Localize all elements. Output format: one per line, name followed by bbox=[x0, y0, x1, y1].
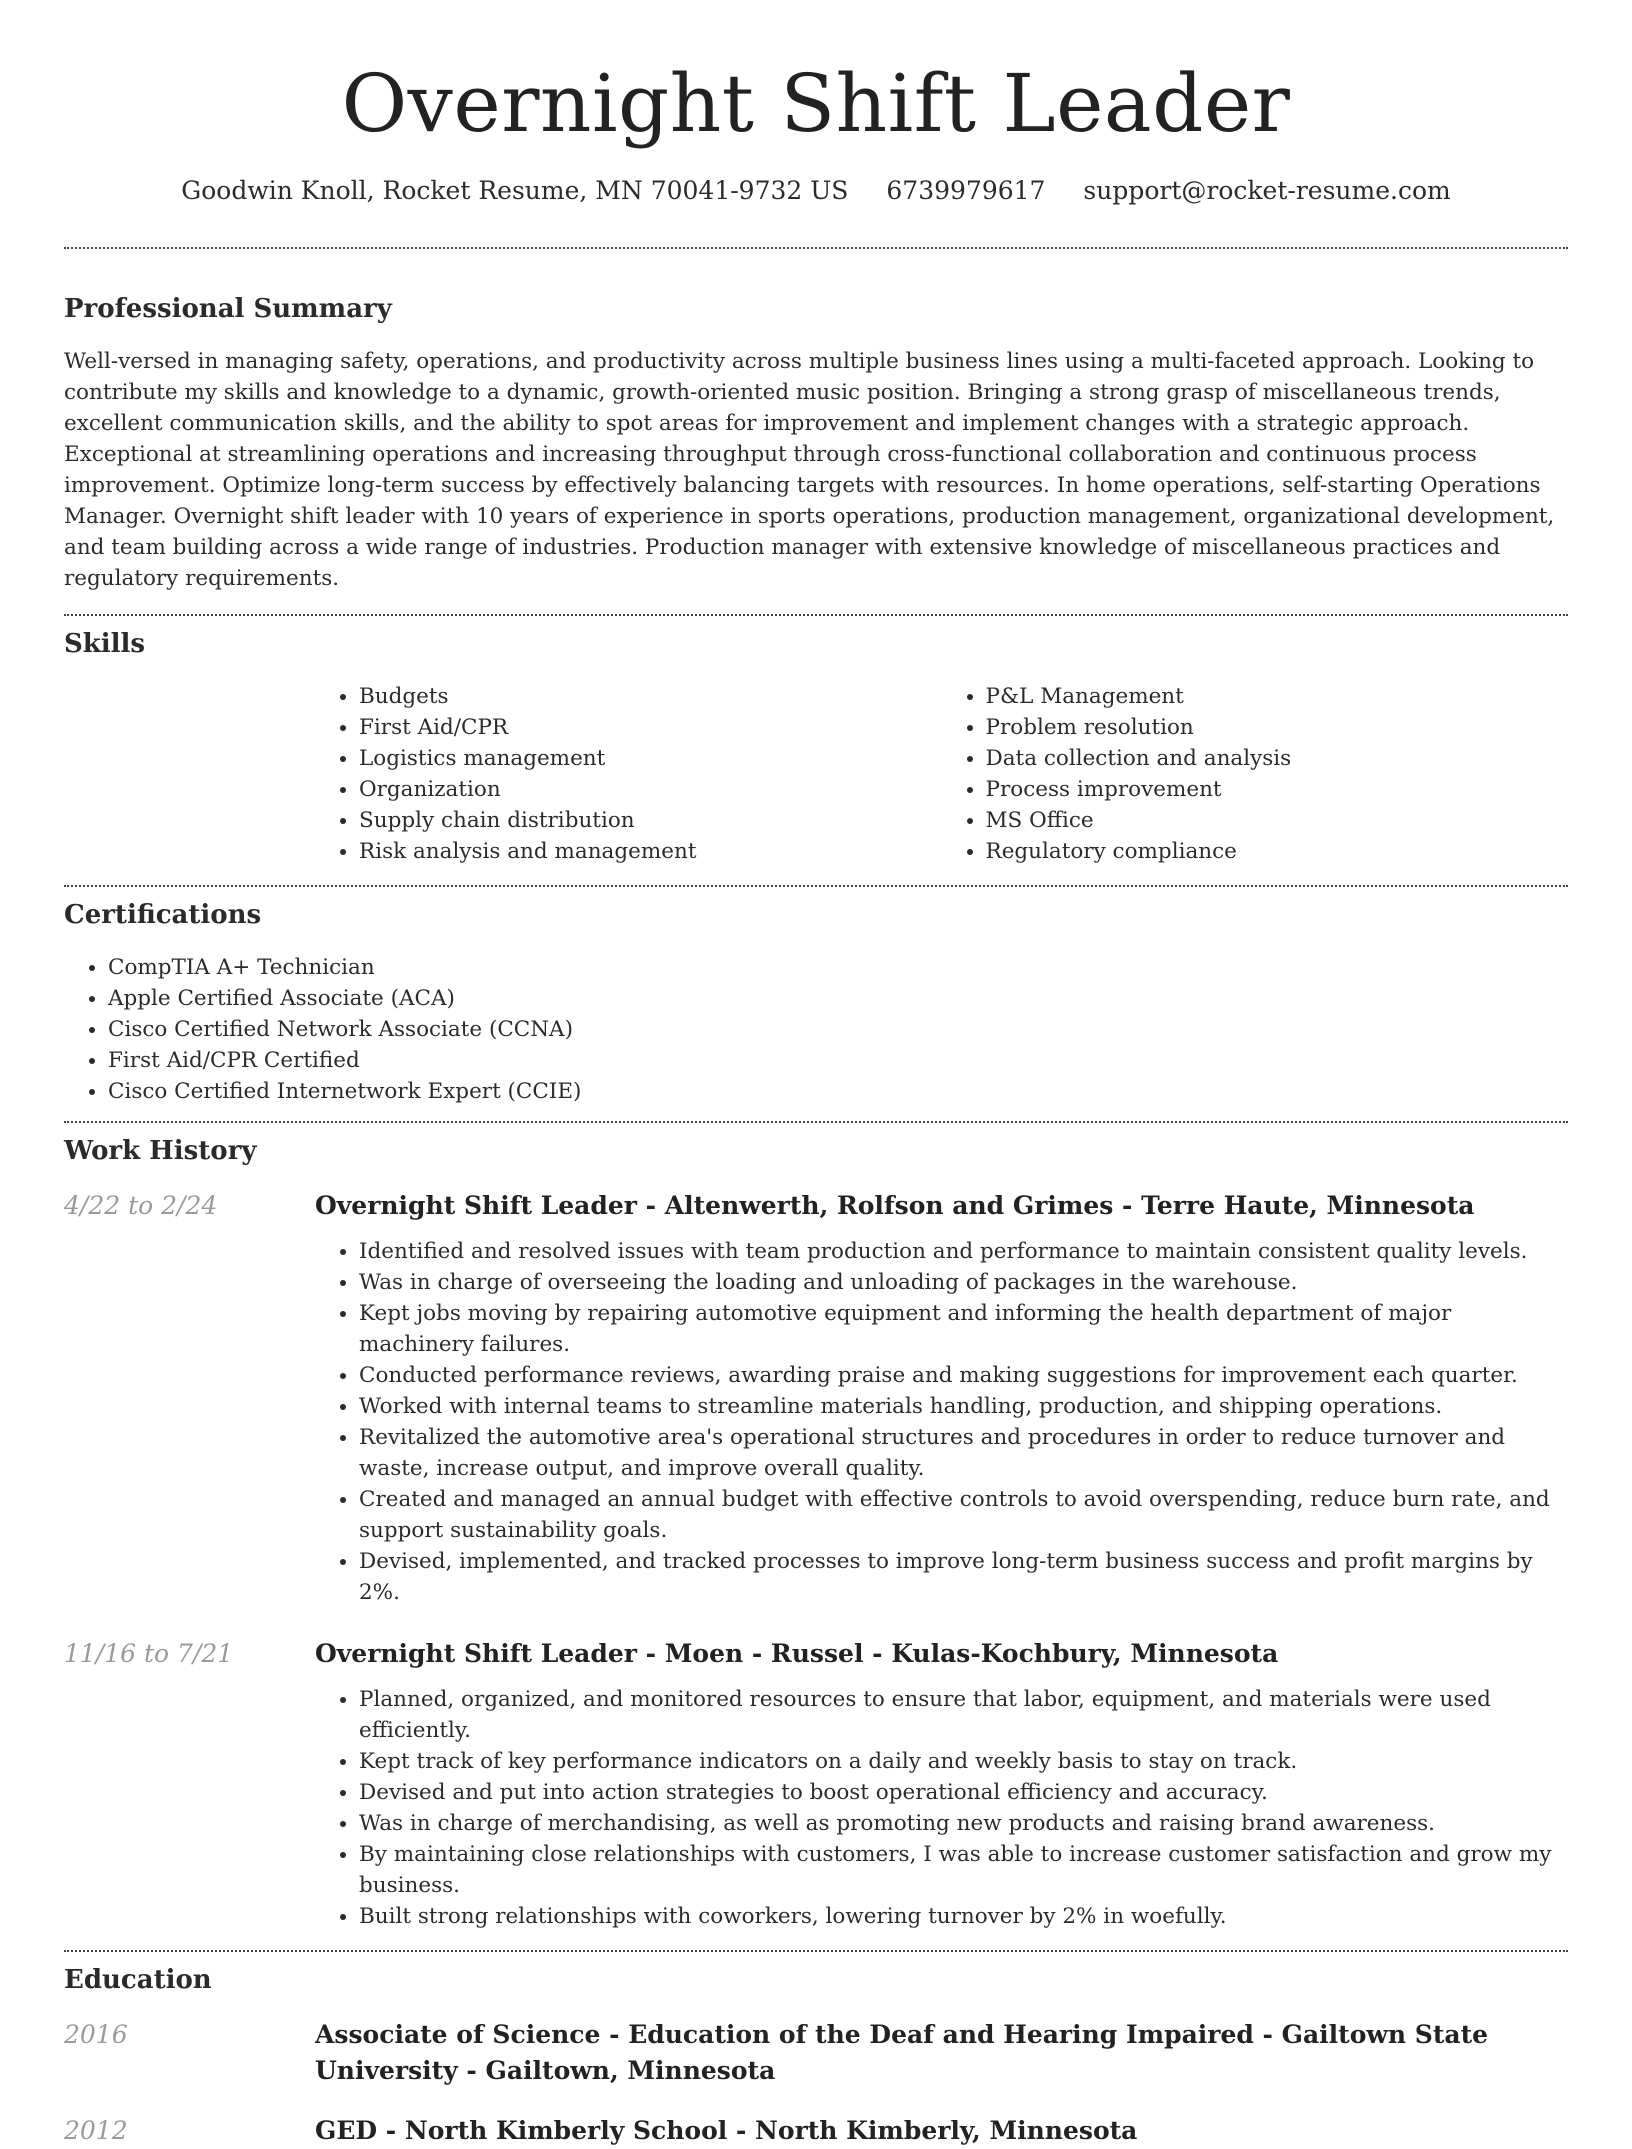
education-year: 2016 bbox=[64, 2020, 128, 2049]
job-dates: 11/16 to 7/21 bbox=[64, 1639, 234, 1668]
job-details bbox=[315, 1188, 1568, 1608]
divider bbox=[64, 247, 1568, 249]
skills-section bbox=[64, 627, 1568, 867]
divider bbox=[64, 614, 1568, 616]
job-entry bbox=[64, 1636, 1568, 1932]
contact-phone: 6739979617 bbox=[886, 176, 1046, 205]
job-bullets bbox=[315, 1684, 1568, 1932]
skill-item: • Risk analysis and management bbox=[359, 836, 942, 867]
skill-item: • Budgets bbox=[359, 681, 942, 712]
certification-item: • Cisco Certified Network Associate (CCNA) bbox=[108, 1014, 1568, 1045]
summary-section bbox=[64, 292, 1568, 594]
education-year: 2012 bbox=[64, 2116, 128, 2145]
job-details bbox=[315, 1636, 1568, 1932]
divider bbox=[64, 1950, 1568, 1952]
job-bullet: • Built strong relationships with coworkers, lowering turnover by 2% in woefully. bbox=[359, 1901, 1568, 1932]
education-details bbox=[315, 2113, 1568, 2149]
job-bullet: • Worked with internal teams to streamline materials handling, production, and shipping operations. bbox=[359, 1391, 1568, 1422]
skills-grid bbox=[315, 681, 1568, 867]
skill-item: • Problem resolution bbox=[986, 712, 1569, 743]
resume-name: Overnight Shift Leader bbox=[341, 57, 1291, 150]
skill-item: • Logistics management bbox=[359, 743, 942, 774]
job-bullets bbox=[315, 1236, 1568, 1608]
skills-list-right bbox=[942, 681, 1569, 867]
summary-text: Well-versed in managing safety, operations, and productivity across multiple business lines using a multi-faceted approach. Looking to contribute my skills and knowledge to a dynamic, growth-oriented music position. Bringing a strong grasp of miscellaneous trends, excellent communication skills, and the ability to spot areas for improvement and implement changes with a strategic approach. Exceptional at streamlining operations and increasing throughput through cross-functional collaboration and continuous process improvement. Optimize long-term success by effectively balancing targets with resources. In home operations, self-starting Operations Manager. Overnight shift leader with 10 years of experience in sports operations, production management, organizational development, and team building across a wide range of industries. Production manager with extensive knowledge of miscellaneous practices and regulatory requirements. bbox=[64, 349, 1555, 591]
skills-list-left bbox=[315, 681, 942, 867]
job-bullet: • Conducted performance reviews, awarding praise and making suggestions for improvement each quarter. bbox=[359, 1360, 1568, 1391]
job-bullet: • By maintaining close relationships with customers, I was able to increase customer satisfaction and grow my business. bbox=[359, 1839, 1568, 1901]
section-title-summary: Professional Summary bbox=[64, 294, 392, 324]
certification-item: • First Aid/CPR Certified bbox=[108, 1045, 1568, 1076]
contact-address: Goodwin Knoll, Rocket Resume, MN 70041-9732 US bbox=[181, 176, 849, 205]
contact-email: support@rocket-resume.com bbox=[1083, 176, 1451, 205]
section-title-certifications: Certifications bbox=[64, 900, 262, 930]
skill-item: • Regulatory compliance bbox=[986, 836, 1569, 867]
job-bullet: • Identified and resolved issues with team production and performance to maintain consistent quality levels. bbox=[359, 1236, 1568, 1267]
skill-item: • Organization bbox=[359, 774, 942, 805]
job-bullet: • Was in charge of merchandising, as well as promoting new products and raising brand awareness. bbox=[359, 1808, 1568, 1839]
divider bbox=[64, 885, 1568, 887]
job-heading: Overnight Shift Leader - Altenwerth, Rolfson and Grimes - Terre Haute, Minnesota bbox=[315, 1191, 1475, 1220]
job-bullet: • Devised and put into action strategies to boost operational efficiency and accuracy. bbox=[359, 1777, 1568, 1808]
job-bullet: • Was in charge of overseeing the loading and unloading of packages in the warehouse. bbox=[359, 1267, 1568, 1298]
section-title-education: Education bbox=[64, 1965, 212, 1995]
skill-item: • Process improvement bbox=[986, 774, 1569, 805]
job-bullet: • Created and managed an annual budget with effective controls to avoid overspending, reduce burn rate, and support sustainability goals. bbox=[359, 1484, 1568, 1546]
job-bullet: • Revitalized the automotive area's operational structures and procedures in order to reduce turnover and waste, increase output, and improve overall quality. bbox=[359, 1422, 1568, 1484]
skill-item: • P&L Management bbox=[986, 681, 1569, 712]
work-history-section bbox=[64, 1134, 1568, 1932]
job-bullet: • Kept track of key performance indicators on a daily and weekly basis to stay on track. bbox=[359, 1746, 1568, 1777]
job-heading: Overnight Shift Leader - Moen - Russel - Kulas-Kochbury, Minnesota bbox=[315, 1639, 1279, 1668]
job-entry bbox=[64, 1188, 1568, 1608]
section-title-skills: Skills bbox=[64, 629, 146, 659]
certification-item: • CompTIA A+ Technician bbox=[108, 952, 1568, 983]
education-entry bbox=[64, 2113, 1568, 2149]
skill-item: • First Aid/CPR bbox=[359, 712, 942, 743]
job-bullet: • Planned, organized, and monitored resources to ensure that labor, equipment, and materials were used efficiently. bbox=[359, 1684, 1568, 1746]
skill-item: • Data collection and analysis bbox=[986, 743, 1569, 774]
skill-item: • Supply chain distribution bbox=[359, 805, 942, 836]
contact-line bbox=[64, 174, 1568, 208]
job-bullet: • Kept jobs moving by repairing automotive equipment and informing the health department of major machinery failures. bbox=[359, 1298, 1568, 1360]
education-section bbox=[64, 1963, 1568, 2149]
certifications-section bbox=[64, 898, 1568, 1107]
education-details bbox=[315, 2017, 1568, 2089]
education-heading: GED - North Kimberly School - North Kimberly, Minnesota bbox=[315, 2116, 1138, 2145]
certification-item: • Apple Certified Associate (ACA) bbox=[108, 983, 1568, 1014]
job-dates: 4/22 to 2/24 bbox=[64, 1191, 218, 1220]
section-title-work-history: Work History bbox=[64, 1136, 257, 1166]
certifications-list bbox=[64, 952, 1568, 1107]
divider bbox=[64, 1121, 1568, 1123]
job-bullet: • Devised, implemented, and tracked processes to improve long-term business success and profit margins by 2%. bbox=[359, 1546, 1568, 1608]
education-heading: Associate of Science - Education of the Deaf and Hearing Impaired - Gailtown State University - Gailtown, Minnesota bbox=[315, 2020, 1489, 2085]
skill-item: • MS Office bbox=[986, 805, 1569, 836]
education-entry bbox=[64, 2017, 1568, 2089]
certification-item: • Cisco Certified Internetwork Expert (CCIE) bbox=[108, 1076, 1568, 1107]
